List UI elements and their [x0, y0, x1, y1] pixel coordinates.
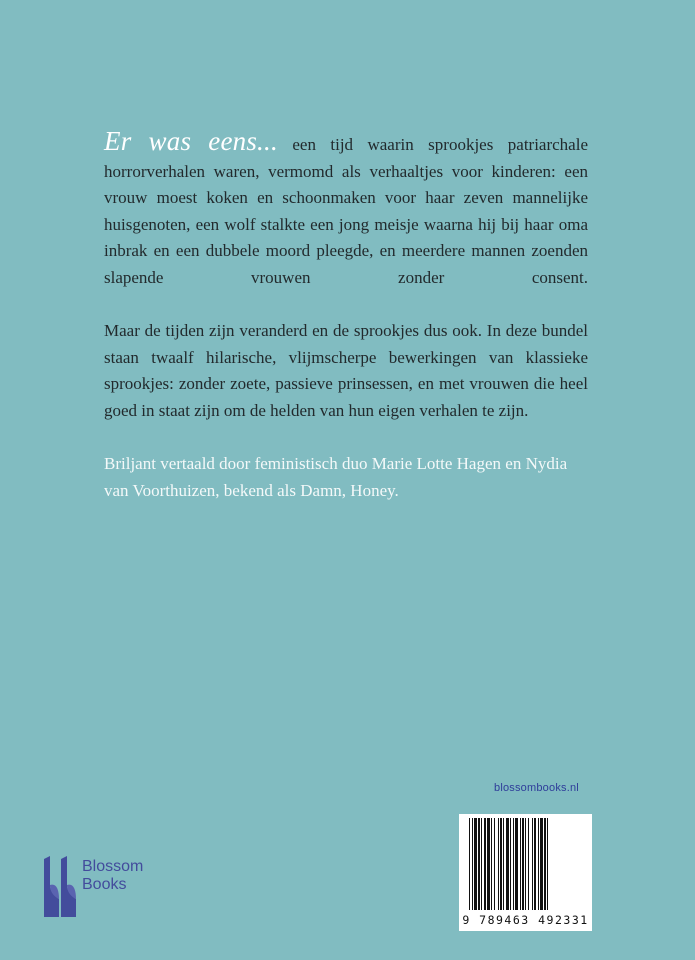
blurb-paragraph-1-text: een tijd waarin sprookjes patriarchale horrorverhalen waren, vermomd als verhaaltjes voor kinderen: een vrouw moest koken en schoonmaken voor haar zeven mannelijke huisgenoten, een wolf stalkte een jong meisje waarna hij bij haar oma inbrak en een dubbele moord pleegde, en meerdere mannen zoenden slapende vrouwen zonder consent.	[104, 135, 588, 287]
barcode-bars	[459, 814, 592, 914]
translator-credit: Briljant vertaald door feministisch duo Marie Lotte Hagen en Nydia van Voorthuizen, bekend als Damn, Honey.	[104, 454, 568, 500]
isbn-barcode	[459, 814, 592, 931]
publisher-name-line-2: Books	[82, 876, 127, 893]
blurb-lead: Er was eens...	[104, 126, 278, 156]
blossom-logo-icon	[42, 855, 78, 919]
publisher-name-line-1: Blossom	[82, 858, 144, 875]
publisher-website: blossombooks.nl	[494, 782, 579, 794]
blurb	[104, 128, 588, 531]
isbn-number: 9 789463 492331	[462, 913, 589, 927]
blurb-paragraph-1	[104, 128, 588, 291]
publisher-logo	[42, 855, 172, 920]
publisher-name	[82, 858, 143, 894]
blurb-paragraph-2: Maar de tijden zijn veranderd en de sprookjes dus ook. In deze bundel staan twaalf hilarische, vlijmscherpe bewerkingen van klassieke sprookjes: zonder zoete, passieve prinsessen, en met vrouwen die heel goed in staat zijn om de helden van hun eigen verhalen te zijn.	[104, 321, 588, 420]
